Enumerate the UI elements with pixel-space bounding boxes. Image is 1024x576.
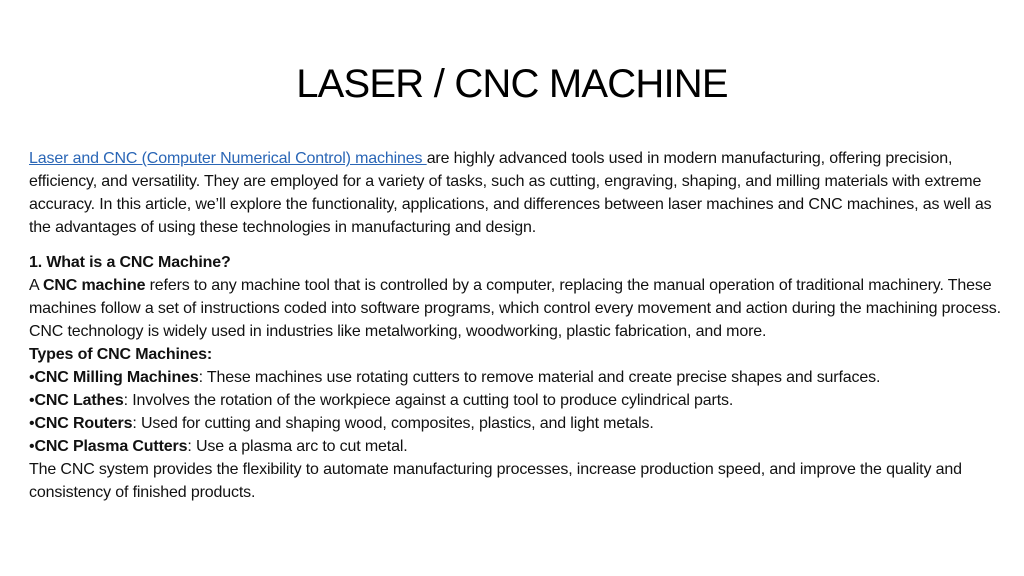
definition-text: refers to any machine tool that is controlled by a computer, replacing the manual operation of traditional machinery. These machines follow a set of instructions coded into software programs, which control every movement and action during the machining process. CNC technology is widely used in industries like metalworking, woodworking, plastic fabrication, and more.: [29, 277, 1001, 340]
definition-prefix: A: [29, 277, 43, 294]
type-name: CNC Lathes: [34, 392, 124, 409]
slide-body: [29, 147, 1004, 504]
list-item: [29, 389, 1004, 412]
type-desc: : Use a plasma arc to cut metal.: [187, 438, 408, 455]
definition-term: CNC machine: [42, 277, 146, 294]
type-desc: : Used for cutting and shaping wood, composites, plastics, and light metals.: [132, 415, 654, 432]
laser-cnc-link[interactable]: Laser and CNC (Computer Numerical Control) machines: [29, 150, 427, 167]
intro-text: are highly advanced tools used in modern manufacturing, offering precision, efficiency, and versatility. They are employed for a variety of tasks, such as cutting, engraving, shaping, and milling materials with extreme accuracy. In this article, we’ll explore the functionality, applications, and differences between laser machines and CNC machines, as well as the advantages of using these technologies in manufacturing and design.: [29, 150, 992, 236]
bullet-icon: •: [29, 369, 35, 386]
type-name: CNC Plasma Cutters: [34, 438, 188, 455]
bullet-icon: •: [29, 392, 35, 409]
section-heading: 1. What is a CNC Machine?: [29, 254, 231, 271]
slide-title: LASER / CNC MACHINE: [296, 62, 728, 106]
bullet-icon: •: [29, 415, 35, 432]
type-desc: : These machines use rotating cutters to remove material and create precise shapes and surfaces.: [198, 369, 881, 386]
list-item: [29, 366, 1004, 389]
bullet-icon: •: [29, 438, 35, 455]
list-item: [29, 435, 1004, 458]
list-item: [29, 412, 1004, 435]
types-heading: Types of CNC Machines:: [29, 346, 213, 363]
intro-paragraph: [29, 147, 1004, 239]
type-name: CNC Routers: [34, 415, 133, 432]
type-name: CNC Milling Machines: [34, 369, 199, 386]
closing-paragraph: The CNC system provides the flexibility to automate manufacturing processes, increase production speed, and improve the quality and consistency of finished products.: [29, 461, 962, 501]
type-desc: : Involves the rotation of the workpiece against a cutting tool to produce cylindrical parts.: [123, 392, 734, 409]
cnc-definition-paragraph: [29, 274, 1004, 343]
